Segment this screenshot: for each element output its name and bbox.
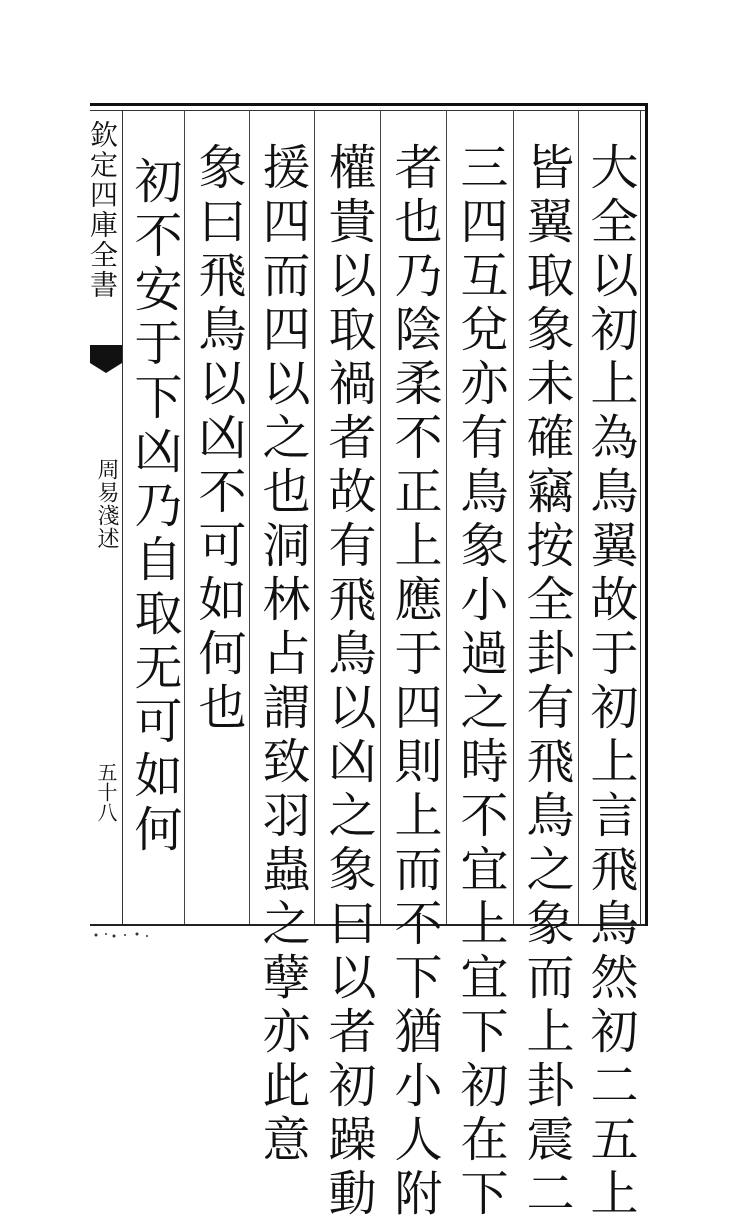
edge-speckle-decoration <box>92 930 152 940</box>
margin-page-number: 五十八 <box>94 762 118 822</box>
column-rule <box>446 110 447 924</box>
column-rule <box>578 110 579 924</box>
text-column-6: 援四而四以之也洞林占謂致羽蟲之孽亦此意 <box>254 142 310 1168</box>
text-column-1: 大全以初上為鳥翼故于初上言飛鳥然初二五上 <box>582 142 638 1222</box>
fishtail-mark-icon <box>90 345 122 363</box>
column-rule <box>249 110 250 924</box>
margin-book-title: 欽定四庫全書 <box>86 120 119 300</box>
margin-section-title: 周易淺述 <box>94 458 119 550</box>
frame-top-inner-border <box>90 110 648 111</box>
text-column-2: 皆翼取象未確竊按全卦有飛鳥之象而上卦震二 <box>518 142 574 1222</box>
frame-right-border <box>645 103 648 926</box>
text-column-4: 者也乃陰柔不正上應于四則上而不下猶小人附 <box>386 142 442 1222</box>
text-column-7: 象曰飛鳥以凶不可如何也 <box>190 142 246 736</box>
column-rule <box>513 110 514 924</box>
column-rule <box>184 110 185 924</box>
text-column-8: 初不安于下凶乃自取无可如何 <box>126 156 182 858</box>
frame-top-border <box>90 103 648 106</box>
text-column-3: 三四互兌亦有鳥象小過之時不宜上宜下初在下 <box>452 142 508 1222</box>
frame-left-border <box>122 110 123 924</box>
frame-right-inner-border <box>640 110 641 925</box>
column-rule <box>380 110 381 924</box>
text-column-5: 權貴以取禍者故有飛鳥以凶之象曰以者初躁動 <box>320 142 376 1222</box>
column-rule <box>314 110 315 924</box>
